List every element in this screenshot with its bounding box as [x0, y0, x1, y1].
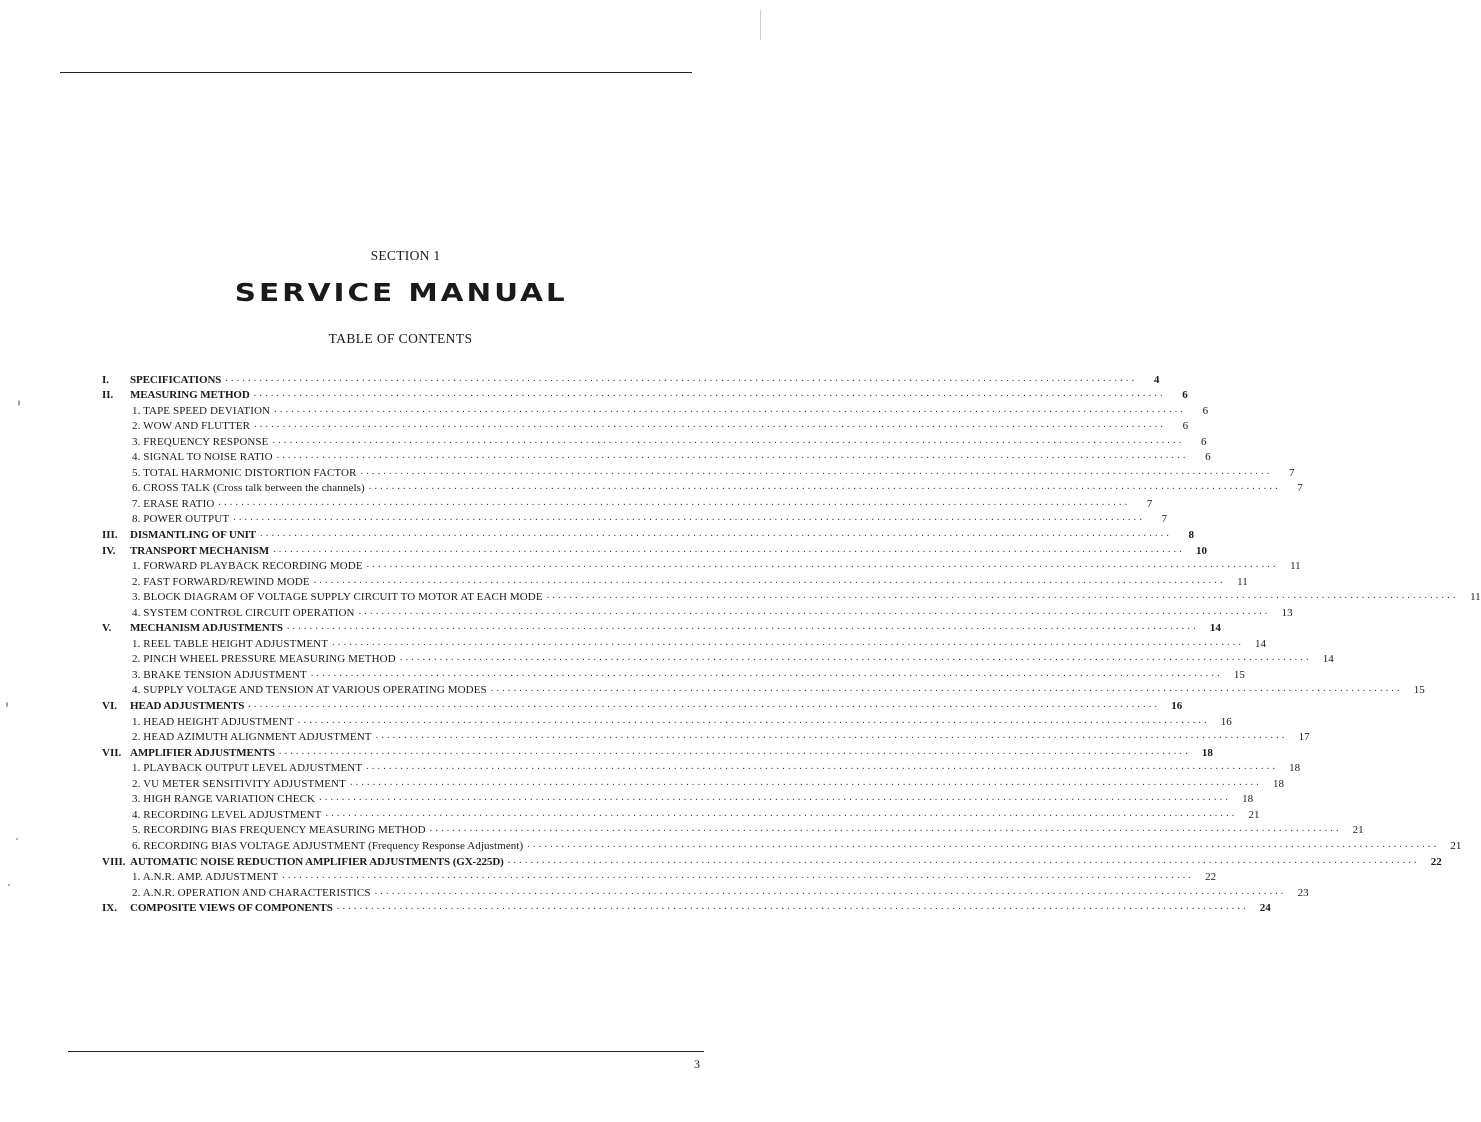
- scan-speck: [6, 702, 8, 707]
- bottom-rule: [68, 1051, 704, 1052]
- toc-subsection-row: [102, 821, 1364, 837]
- toc-page-number: 18: [1272, 777, 1284, 790]
- toc-subsection-row: [102, 401, 1209, 417]
- toc-entry-label: DISMANTLING OF UNIT: [130, 529, 257, 542]
- dot-leader: ................................................................................................................................................................: [233, 512, 1146, 524]
- dot-leader: ................................................................................................................................................................: [278, 745, 1191, 757]
- table-of-contents: [102, 370, 1481, 915]
- toc-subsection-row: [102, 650, 1334, 666]
- toc-entry-label: MECHANISM ADJUSTMENTS: [130, 622, 283, 635]
- dot-leader: ................................................................................................................................................................: [546, 590, 1459, 602]
- dot-leader: ................................................................................................................................................................: [360, 465, 1273, 477]
- top-rule: [60, 72, 692, 73]
- toc-entry-label: AUTOMATIC NOISE REDUCTION AMPLIFIER ADJUSTMENTS (GX-225D): [130, 855, 504, 868]
- dot-leader: ................................................................................................................................................................: [225, 372, 1138, 384]
- toc-page-number: 21: [1248, 808, 1260, 821]
- toc-subsection-row: [102, 557, 1301, 573]
- dot-leader: ................................................................................................................................................................: [276, 450, 1189, 462]
- scan-speck: [18, 400, 20, 406]
- scan-speck: [16, 838, 18, 840]
- toc-page-number: 7: [1297, 482, 1303, 495]
- dot-leader: ................................................................................................................................................................: [313, 574, 1226, 586]
- toc-entry-label: 1. REEL TABLE HEIGHT ADJUSTMENT: [132, 637, 329, 650]
- dot-leader: ................................................................................................................................................................: [375, 730, 1288, 742]
- toc-page-number: 22: [1430, 855, 1442, 868]
- toc-subsection-row: [102, 774, 1284, 790]
- toc-entry-label: HEAD ADJUSTMENTS: [130, 700, 245, 713]
- toc-section-row: [102, 696, 1183, 713]
- dot-leader: ................................................................................................................................................................: [319, 792, 1232, 804]
- toc-page-number: 7: [1146, 497, 1153, 510]
- toc-page-number: 14: [1255, 637, 1267, 650]
- toc-subsection-row: [102, 432, 1207, 448]
- toc-section-number: VIII.: [102, 855, 126, 868]
- toc-subsection-row: [102, 494, 1153, 510]
- dot-leader: ................................................................................................................................................................: [260, 528, 1173, 540]
- toc-subsection-row: [102, 728, 1310, 744]
- toc-section-number: IV.: [102, 544, 116, 557]
- toc-page-number: 13: [1281, 606, 1293, 619]
- toc-subsection-row: [102, 588, 1481, 604]
- page-number: 3: [694, 1057, 700, 1071]
- toc-entry-label: 8. POWER OUTPUT: [132, 513, 230, 526]
- toc-page-number: 15: [1413, 684, 1425, 697]
- toc-page-number: 6: [1205, 451, 1211, 464]
- dot-leader: ................................................................................................................................................................: [366, 761, 1279, 773]
- toc-entry-label: 4. SYSTEM CONTROL CIRCUIT OPERATION: [132, 606, 355, 619]
- toc-subsection-row: [102, 417, 1189, 433]
- toc-section-row: [102, 852, 1442, 868]
- toc-entry-label: AMPLIFIER ADJUSTMENTS: [130, 746, 275, 759]
- toc-page-number: 22: [1205, 871, 1217, 884]
- toc-entry-label: SPECIFICATIONS: [130, 373, 222, 386]
- toc-section-number: VII.: [102, 746, 122, 759]
- toc-entry-label: 5. RECORDING BIAS FREQUENCY MEASURING METHOD: [132, 824, 426, 837]
- toc-entry-label: 6. CROSS TALK (Cross talk between the channels): [132, 482, 365, 495]
- toc-section-number: I.: [102, 373, 110, 386]
- toc-page-number: 11: [1237, 575, 1248, 588]
- page-title: SERVICE MANUAL: [234, 278, 568, 307]
- dot-leader: ................................................................................................................................................................: [273, 543, 1185, 555]
- dot-leader: ................................................................................................................................................................: [310, 667, 1223, 679]
- toc-page-number: 18: [1242, 793, 1254, 806]
- toc-entry-label: 5. TOTAL HARMONIC DISTORTION FACTOR: [132, 466, 357, 479]
- dot-leader: ................................................................................................................................................................: [527, 838, 1440, 850]
- dot-leader: ................................................................................................................................................................: [332, 636, 1245, 648]
- toc-page-number: 21: [1450, 839, 1462, 852]
- toc-subsection-row: [102, 759, 1301, 775]
- toc-entry-label: 7. ERASE RATIO: [132, 497, 215, 510]
- toc-section-row: [102, 743, 1213, 759]
- toc-entry-label: 1. HEAD HEIGHT ADJUSTMENT: [132, 715, 294, 728]
- dot-leader: ................................................................................................................................................................: [254, 419, 1167, 431]
- dot-leader: ................................................................................................................................................................: [253, 388, 1166, 400]
- toc-entry-label: 3. FREQUENCY RESPONSE: [132, 435, 269, 448]
- toc-section-number: V.: [102, 622, 112, 635]
- dot-leader: ................................................................................................................................................................: [297, 714, 1210, 726]
- toc-entry-label: 4. RECORDING LEVEL ADJUSTMENT: [132, 808, 322, 821]
- toc-section-number: VI.: [102, 700, 117, 713]
- toc-page-number: 16: [1171, 700, 1183, 713]
- toc-section-row: [102, 370, 1160, 386]
- toc-subsection-row: [102, 572, 1248, 588]
- toc-subsection-row: [102, 634, 1267, 650]
- toc-section-row: [102, 541, 1207, 557]
- toc-page-number: 6: [1200, 435, 1207, 448]
- toc-page-number: 18: [1201, 746, 1213, 759]
- toc-section-row: [102, 619, 1221, 635]
- toc-page-number: 6: [1182, 389, 1188, 402]
- toc-entry-label: 3. BLOCK DIAGRAM OF VOLTAGE SUPPLY CIRCUIT TO MOTOR AT EACH MODE: [132, 591, 543, 604]
- toc-page-number: 23: [1297, 886, 1309, 899]
- toc-entry-label: 1. FORWARD PLAYBACK RECORDING MODE: [132, 560, 363, 573]
- toc-entry-label: 3. HIGH RANGE VARIATION CHECK: [132, 793, 316, 806]
- toc-subsection-row: [102, 836, 1462, 852]
- toc-section-number: IX.: [102, 902, 117, 915]
- toc-entry-label: TRANSPORT MECHANISM: [130, 544, 269, 557]
- toc-entry-label: 4. SIGNAL TO NOISE RATIO: [132, 451, 273, 464]
- toc-entry-label: 2. HEAD AZIMUTH ALIGNMENT ADJUSTMENT: [132, 731, 372, 744]
- toc-subsection-row: [102, 790, 1254, 806]
- toc-entry-label: 2. PINCH WHEEL PRESSURE MEASURING METHOD: [132, 653, 396, 666]
- dot-leader: ................................................................................................................................................................: [325, 807, 1238, 819]
- toc-section-row: [102, 899, 1271, 915]
- toc-section-number: II.: [102, 389, 114, 402]
- dot-leader: ................................................................................................................................................................: [272, 434, 1185, 446]
- toc-entry-label: 6. RECORDING BIAS VOLTAGE ADJUSTMENT (Frequency Response Adjustment): [132, 839, 524, 852]
- toc-page-number: 8: [1188, 529, 1195, 542]
- toc-subsection-row: [102, 479, 1303, 495]
- toc-page-number: 18: [1289, 762, 1301, 775]
- toc-entry-label: 2. WOW AND FLUTTER: [132, 420, 251, 433]
- dot-leader: ................................................................................................................................................................: [366, 559, 1279, 571]
- dot-leader: ................................................................................................................................................................: [349, 776, 1262, 788]
- toc-entry-label: 2. VU METER SENSITIVITY ADJUSTMENT: [132, 777, 346, 790]
- toc-page-number: 10: [1196, 544, 1207, 557]
- toc-page-number: 14: [1322, 653, 1334, 666]
- toc-page-number: 24: [1259, 902, 1271, 915]
- toc-page-number: 16: [1220, 715, 1232, 728]
- toc-subsection-row: [102, 603, 1293, 619]
- toc-page-number: 11: [1470, 591, 1481, 604]
- toc-subsection-row: [102, 510, 1168, 526]
- dot-leader: ................................................................................................................................................................: [368, 481, 1281, 493]
- toc-page-number: 14: [1209, 622, 1221, 635]
- dot-leader: ................................................................................................................................................................: [507, 854, 1420, 866]
- toc-entry-label: 2. FAST FORWARD/REWIND MODE: [132, 575, 310, 588]
- toc-subsection-row: [102, 681, 1425, 697]
- toc-entry-label: 1. A.N.R. AMP. ADJUSTMENT: [132, 871, 279, 884]
- dot-leader: ................................................................................................................................................................: [429, 823, 1342, 835]
- toc-entry-label: 4. SUPPLY VOLTAGE AND TENSION AT VARIOUS OPERATING MODES: [132, 684, 487, 697]
- section-label: SECTION 1: [370, 248, 441, 263]
- toc-subsection-row: [102, 805, 1260, 821]
- dot-leader: ................................................................................................................................................................: [399, 652, 1312, 664]
- dot-leader: ................................................................................................................................................................: [218, 496, 1131, 508]
- dot-leader: ................................................................................................................................................................: [282, 870, 1195, 882]
- dot-leader: ................................................................................................................................................................: [274, 403, 1187, 415]
- dot-leader: ................................................................................................................................................................: [248, 699, 1161, 711]
- toc-subsection-row: [102, 448, 1211, 464]
- toc-entry-label: MEASURING METHOD: [130, 389, 250, 402]
- toc-section-number: III.: [102, 529, 118, 542]
- dot-leader: ................................................................................................................................................................: [374, 885, 1287, 897]
- toc-subsection-row: [102, 868, 1217, 884]
- toc-entry-label: COMPOSITE VIEWS OF COMPONENTS: [130, 902, 333, 915]
- toc-entry-label: 3. BRAKE TENSION ADJUSTMENT: [132, 668, 307, 681]
- toc-page-number: 4: [1153, 373, 1160, 386]
- dot-leader: ................................................................................................................................................................: [336, 901, 1249, 913]
- toc-subsection-row: [102, 463, 1295, 479]
- toc-page-number: 17: [1298, 731, 1310, 744]
- scan-speck: [760, 10, 761, 40]
- toc-subsection-row: [102, 665, 1245, 681]
- toc-section-row: [102, 525, 1195, 542]
- dot-leader: ................................................................................................................................................................: [286, 621, 1199, 633]
- toc-subsection-row: [102, 712, 1232, 728]
- toc-page-number: 7: [1289, 466, 1295, 479]
- toc-entry-label: 1. PLAYBACK OUTPUT LEVEL ADJUSTMENT: [132, 762, 363, 775]
- toc-entry-label: 1. TAPE SPEED DEVIATION: [132, 404, 271, 417]
- toc-page-number: 15: [1233, 668, 1245, 681]
- dot-leader: ................................................................................................................................................................: [358, 605, 1271, 617]
- scan-speck: [8, 884, 10, 886]
- dot-leader: ................................................................................................................................................................: [490, 683, 1403, 695]
- toc-page-number: 6: [1182, 420, 1189, 433]
- toc-section-row: [102, 386, 1188, 402]
- toc-page-number: 6: [1202, 404, 1209, 417]
- toc-entry-label: 2. A.N.R. OPERATION AND CHARACTERISTICS: [132, 886, 371, 899]
- toc-heading: TABLE OF CONTENTS: [328, 331, 473, 346]
- toc-page-number: 11: [1290, 560, 1301, 573]
- toc-subsection-row: [102, 883, 1309, 899]
- toc-page-number: 7: [1161, 513, 1168, 526]
- toc-page-number: 21: [1352, 824, 1364, 837]
